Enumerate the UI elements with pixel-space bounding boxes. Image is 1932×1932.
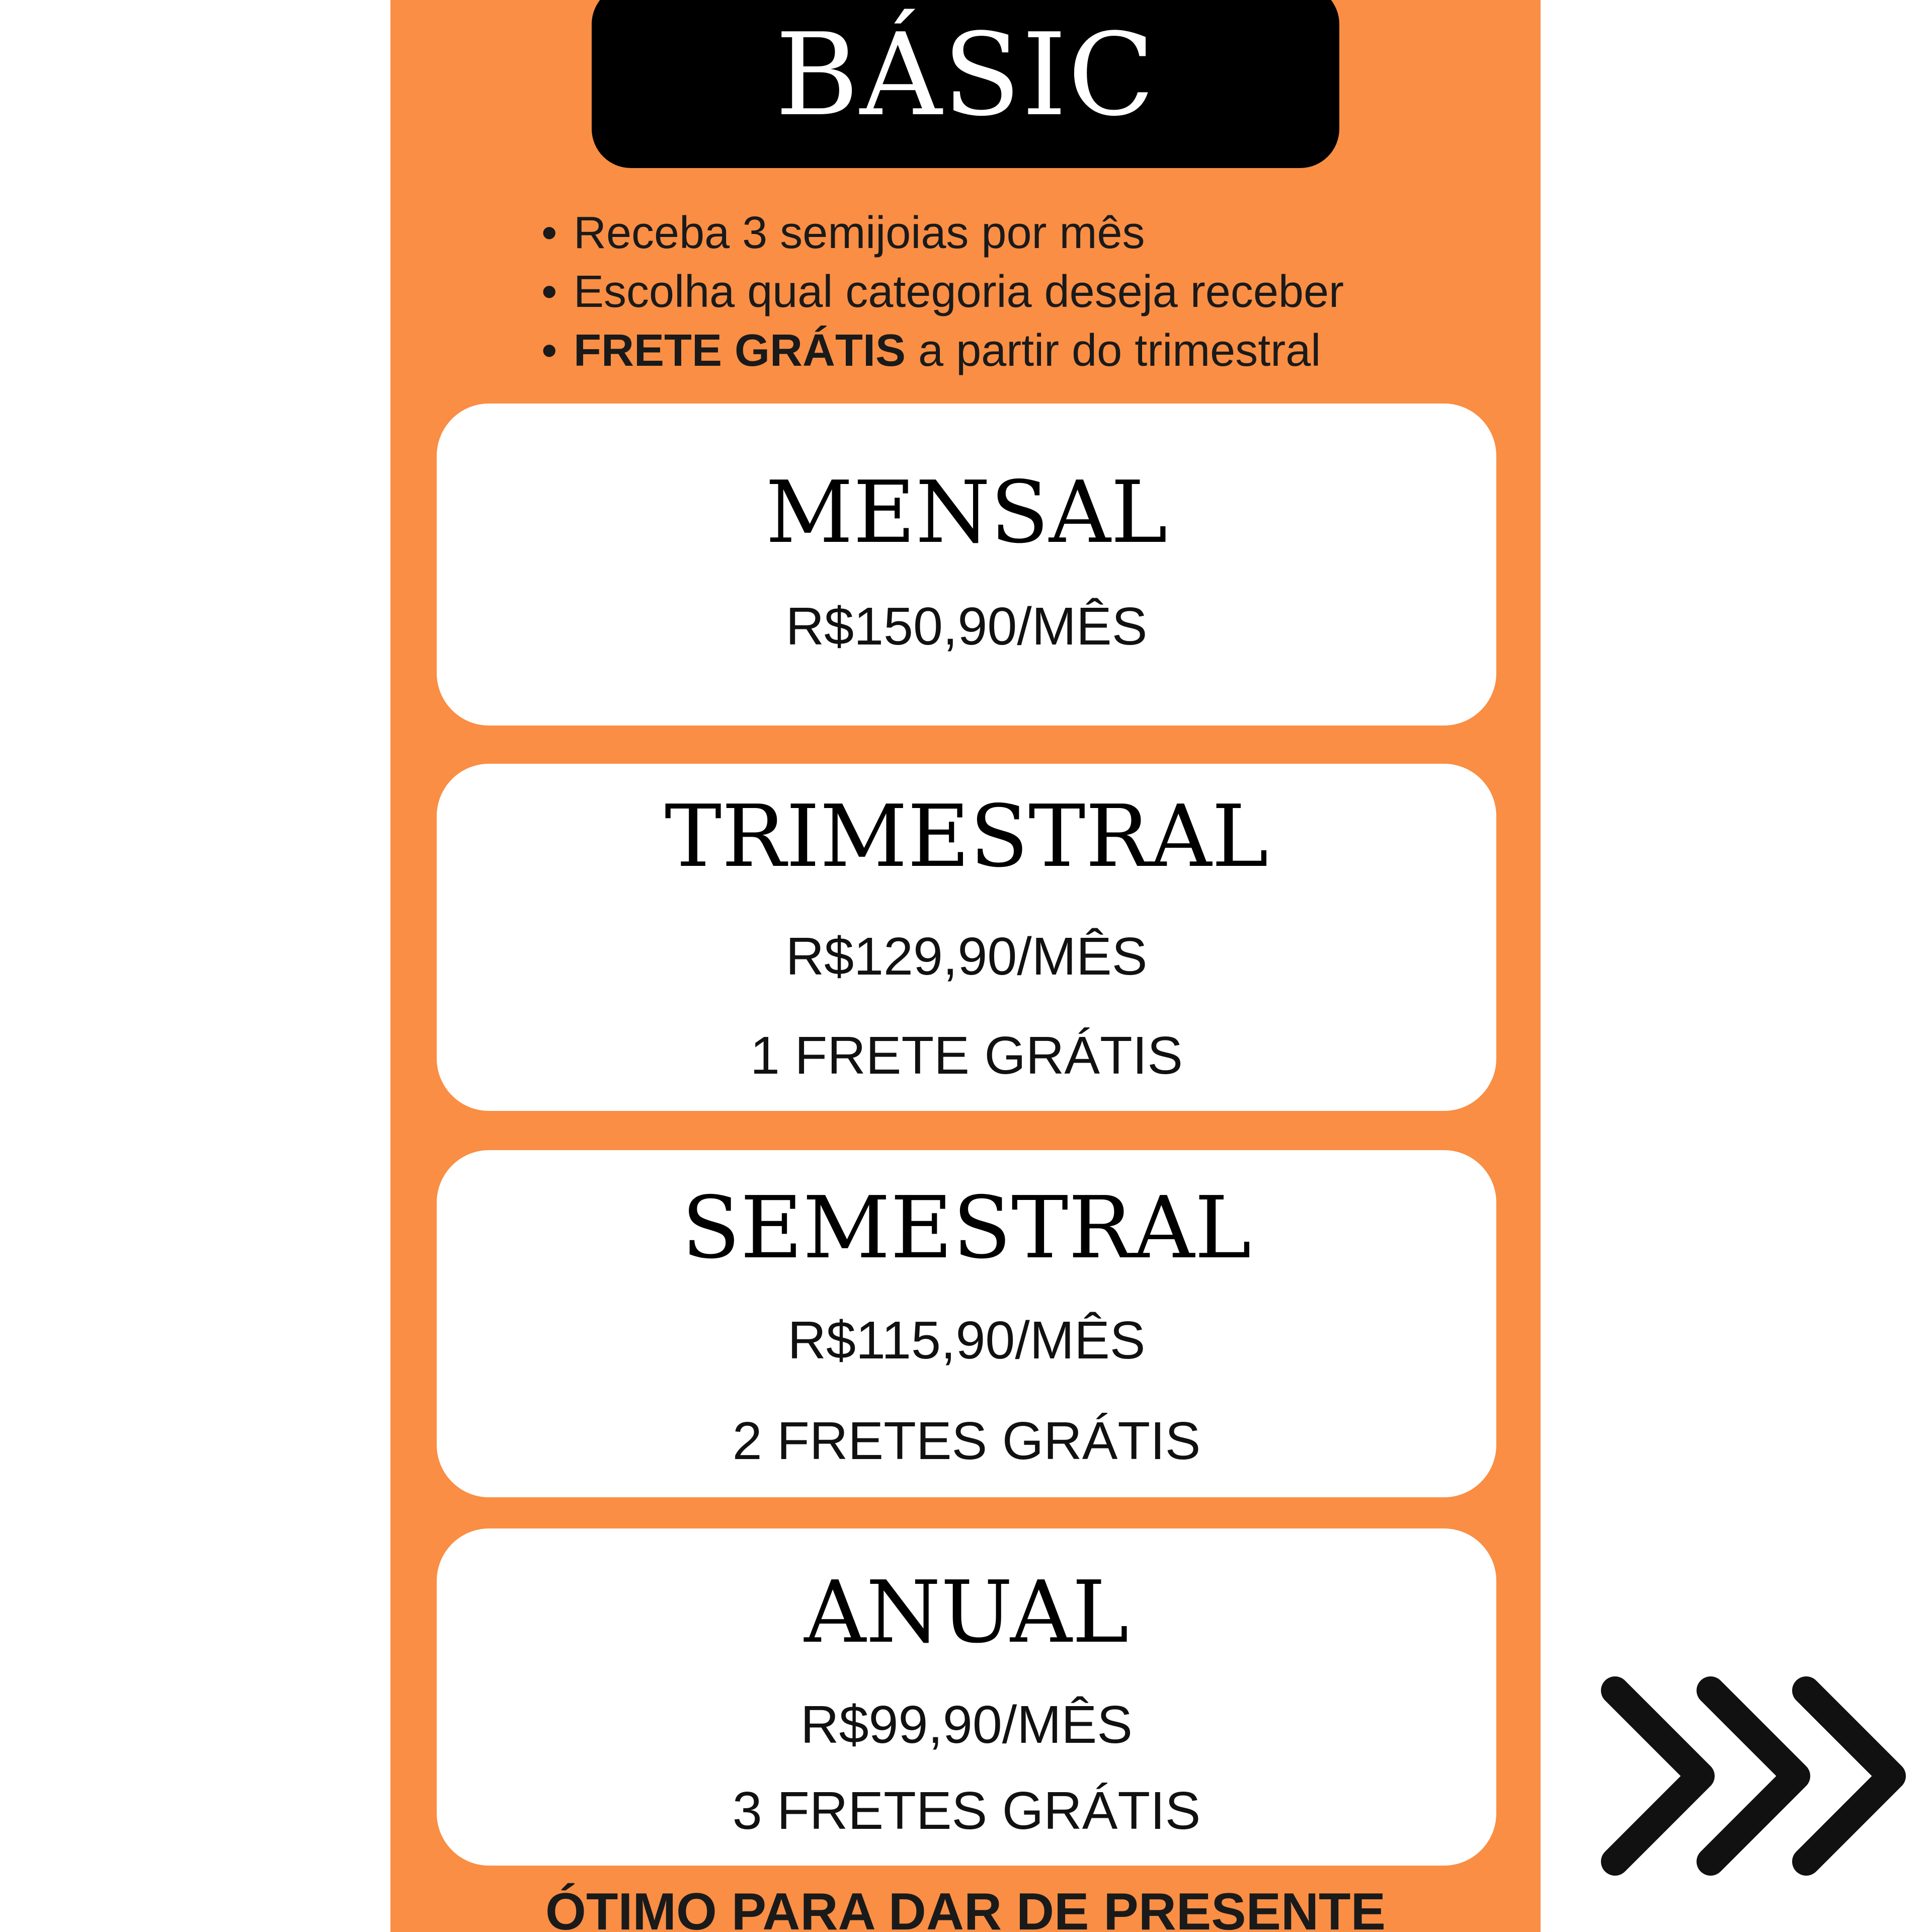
bullet-icon: • [541,208,557,258]
plan-name: SEMESTRAL [681,1178,1252,1278]
feature-text: Escolha qual categoria deseja receber [574,267,1344,317]
triple-chevron-right-icon[interactable] [1595,1670,1907,1882]
feature-text: Receba 3 semijoias por mês [574,208,1145,258]
feature-item [538,263,1494,321]
plan-card-semestral[interactable] [437,1150,1496,1497]
plan-price: R$99,90/MÊS [800,1695,1133,1754]
plan-tier-title: BÁSIC [775,9,1156,141]
plan-price: R$129,90/MÊS [785,927,1148,986]
footer-tagline: ÓTIMO PARA DAR DE PRESENTE [545,1883,1386,1932]
plan-name: ANUAL [804,1563,1129,1662]
plan-price: R$150,90/MÊS [785,597,1148,656]
plan-shipping: 3 FRETES GRÁTIS [732,1781,1201,1840]
feature-item [538,321,1494,380]
plan-card-mensal[interactable] [437,404,1496,726]
plan-card-trimestral[interactable] [437,764,1496,1111]
plan-name: TRIMESTRAL [664,787,1269,887]
chevron-right-icon [1806,1691,1892,1862]
chevron-right-icon [1615,1691,1701,1862]
plan-shipping: 2 FRETES GRÁTIS [732,1411,1201,1471]
feature-text: a partir do trimestral [906,326,1321,376]
chevron-right-icon [1711,1691,1796,1862]
plan-price: R$115,90/MÊS [787,1311,1146,1370]
plan-card-anual[interactable] [437,1528,1496,1866]
feature-item [538,204,1494,263]
bullet-icon: • [541,267,557,317]
plan-name: MENSAL [765,463,1168,562]
feature-list [538,204,1494,380]
plan-shipping: 1 FRETE GRÁTIS [750,1026,1183,1085]
bullet-icon: • [541,326,557,376]
feature-highlight: FRETE GRÁTIS [574,326,906,376]
